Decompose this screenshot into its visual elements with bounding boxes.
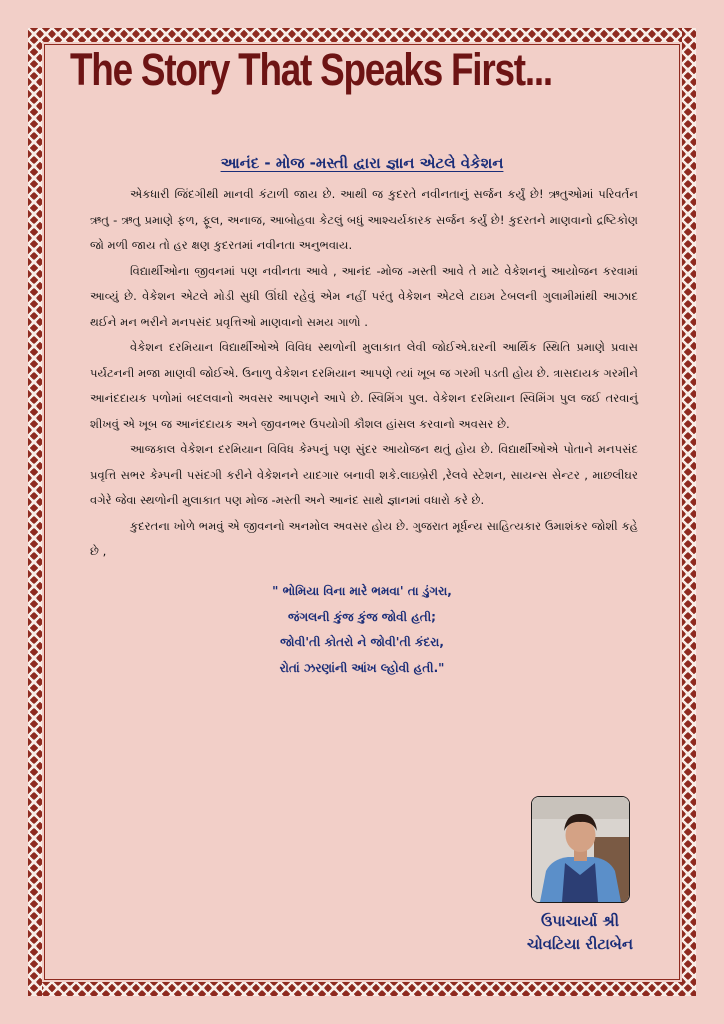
article-title — [0, 154, 724, 172]
border-right — [682, 28, 696, 996]
author-portrait-image — [532, 797, 629, 902]
author-photo — [531, 796, 630, 903]
border-left — [28, 28, 42, 996]
poem-line: " ભોમિયા વિના મારે ભમવા' તા ડુંગરા, — [272, 584, 452, 598]
poem-line: જોવી'તી કોતરો ને જોવી'તી કંદરા, — [280, 635, 444, 649]
paragraph: વેકેશન દરમિયાન વિદ્યાર્થીઓએ વિવિધ સ્થળોની મુલાકાત લેવી જોઈએ.ઘરની આર્થિક સ્થિતિ પ્રમાણે પ્રવાસ પર્યટનની મજા માણવી જોઈએ. ઉનાળુ વેકેશન દરમિયાન આપણે ત્યાં ખૂબ જ ગરમી પડતી હોય છે. ત્રાસદાયક ગરમીને આનંદદાયક પળોમાં બદલવાનો અવસર આપણને આપે છે. સ્વિમિંગ પુલ. વેકેશન દરમિયાન સ્વિમિંગ પુલ જઈ તરવાનું શીખવું એ ખૂબ જ આનંદદાયક અને જીવનભર ઉપયોગી કૌશલ હાંસલ કરવાનો અવસર છે. — [90, 340, 638, 431]
article-title-text: આનંદ - મોજ -મસ્તી દ્વારા જ્ઞાન એટલે વેકેશન — [220, 154, 504, 172]
paragraph: એકધારી જિંદગીથી માનવી કંટાળી જાય છે. આથી જ કુદરતે નવીનતાનું સર્જન કર્યું છે! ઋતુઓમાં પરિવર્તન ઋતુ - ઋતુ પ્રમાણે ફળ, ફૂલ, અનાજ, આબોહવા કેટલું બધું આશ્ચર્યકારક સર્જન કર્યું છે! કુદરતને માણવાનો દ્રષ્ટિકોણ જો મળી જાય તો હર ક્ષણ કુદરતમાં નવીનતા અનુભવાય. — [90, 187, 638, 252]
signature-name: ચોવટિયા રીટાબેન — [526, 935, 634, 953]
poem-line: રોતાં ઝરણાંની આંખ લ્હોવી હતી." — [279, 660, 445, 675]
article-body — [90, 182, 638, 565]
page-heading: The Story That Speaks First... — [70, 44, 552, 95]
border-top — [28, 28, 696, 42]
poem-line: જંગલની કુંજ કુંજ જોવી હતી; — [288, 609, 436, 624]
paragraph: વિદ્યાર્થીઓના જીવનમાં પણ નવીનતા આવે , આનંદ -મોજ -મસ્તી આવે તે માટે વેકેશનનું આયોજન કરવામાં આવ્યું છે. વેકેશન એટલે મોડી સુધી ઊંઘી રહેવું એમ નહીં પરંતુ વેકેશન એટલે ટાઇમ ટેબલની ગુલામીમાંથી આઝાદ થઈને મન ભરીને મનપસંદ પ્રવૃત્તિઓ માણવાનો સમય ગાળો . — [90, 263, 638, 329]
border-bottom — [28, 982, 696, 996]
signature-role: ઉપાચાર્યા શ્રી — [540, 912, 620, 930]
paragraph: આજકાલ વેકેશન દરમિયાન વિવિધ કેમ્પનું પણ સુંદર આયોજન થતું હોય છે. વિદ્યાર્થીઓએ પોતાને મનપસંદ પ્રવૃત્તિ સભર કેમ્પની પસંદગી કરીને વેકેશનને યાદગાર બનાવી શકે.લાઇબ્રેરી ,રેલવે સ્ટેશન, સાયન્સ સેન્ટર , માછલીઘર વગેરે જેવા સ્થળોની મુલાકાત પણ મોજ -મસ્તી અને આનંદ સાથે જ્ઞાનમાં વધારો કરે છે. — [90, 442, 638, 507]
paragraph: કુદરતના ખોળે ભમવું એ જીવનનો અનમોલ અવસર હોય છે. ગુજરાત મૂર્ધન્ય સાહિત્યકાર ઉમાશંકર જોશી કહે છે , — [90, 518, 638, 558]
poem — [212, 579, 512, 681]
